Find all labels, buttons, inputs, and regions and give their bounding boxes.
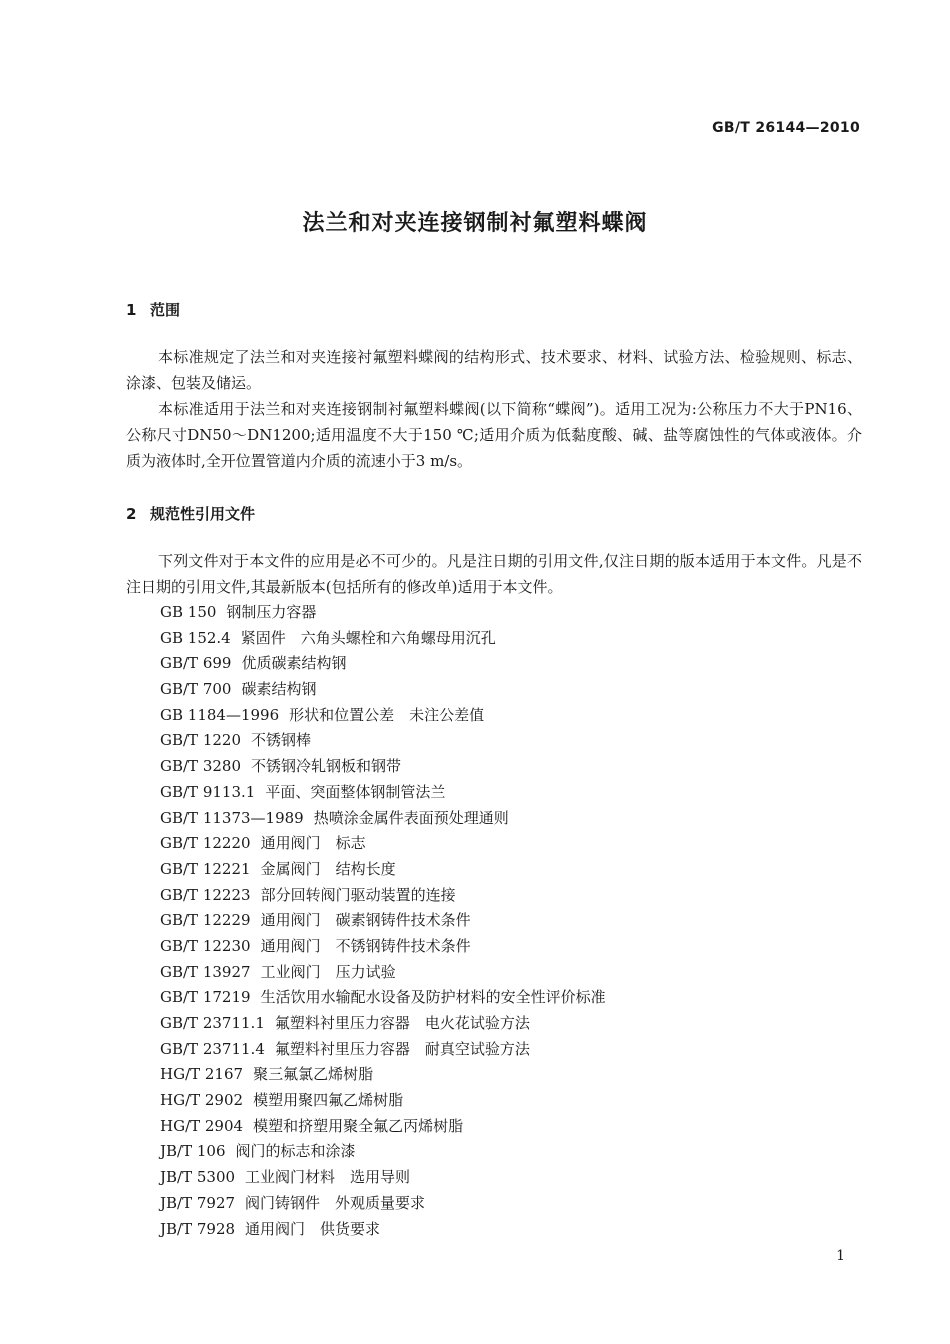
reference-title: 工业阀门材料 选用导则 bbox=[245, 1168, 411, 1187]
reference-item bbox=[160, 1011, 860, 1037]
section-1-heading bbox=[126, 299, 180, 320]
reference-title: 形状和位置公差 未注公差值 bbox=[289, 705, 485, 724]
reference-title: 紧固件 六角头螺栓和六角螺母用沉孔 bbox=[240, 628, 496, 647]
reference-item bbox=[160, 1114, 860, 1140]
reference-title: 氟塑料衬里压力容器 电火花试验方法 bbox=[274, 1014, 530, 1032]
document-title: 法兰和对夹连接钢制衬氟塑料蝶阀 bbox=[302, 211, 648, 236]
reference-item bbox=[160, 857, 860, 883]
reference-title: 不锈钢冷轧钢板和钢带 bbox=[251, 757, 402, 776]
reference-item bbox=[160, 960, 860, 986]
reference-item bbox=[160, 985, 860, 1011]
reference-code: GB/T 13927 bbox=[160, 962, 251, 981]
reference-code: GB/T 23711.4 bbox=[160, 1039, 265, 1058]
reference-item bbox=[160, 1037, 860, 1063]
reference-code: GB/T 12223 bbox=[160, 885, 251, 904]
reference-code: GB/T 12230 bbox=[160, 936, 251, 955]
section-number: 2 bbox=[126, 505, 137, 523]
reference-title: 通用阀门 不锈钢铸件技术条件 bbox=[260, 936, 471, 955]
reference-title: 不锈钢棒 bbox=[251, 731, 312, 750]
reference-item bbox=[160, 1139, 860, 1165]
reference-code: GB 150 bbox=[160, 603, 217, 621]
reference-title: 氟塑料衬里压力容器 耐真空试验方法 bbox=[274, 1039, 530, 1058]
reference-code: GB/T 12229 bbox=[160, 911, 251, 930]
reference-item bbox=[160, 677, 860, 703]
section-title: 规范性引用文件 bbox=[150, 505, 256, 523]
reference-code: HG/T 2904 bbox=[160, 1116, 244, 1135]
reference-item bbox=[160, 1165, 860, 1191]
reference-title: 碳素结构钢 bbox=[241, 680, 317, 699]
reference-item bbox=[160, 831, 860, 857]
reference-code: GB/T 699 bbox=[160, 654, 232, 673]
reference-title: 阀门铸钢件 外观质量要求 bbox=[245, 1193, 426, 1212]
reference-item bbox=[160, 600, 860, 626]
reference-item bbox=[160, 1217, 860, 1243]
reference-item bbox=[160, 1088, 860, 1114]
reference-title: 工业阀门 压力试验 bbox=[260, 962, 396, 981]
reference-item bbox=[160, 1191, 860, 1217]
reference-code: GB/T 9113.1 bbox=[160, 782, 256, 801]
standard-code: GB/T 26144—2010 bbox=[712, 120, 860, 136]
reference-code: GB/T 12221 bbox=[160, 859, 251, 878]
reference-code: GB/T 700 bbox=[160, 680, 232, 699]
reference-code: GB/T 12220 bbox=[160, 834, 251, 853]
reference-item bbox=[160, 651, 860, 677]
reference-item bbox=[160, 883, 860, 909]
reference-item bbox=[160, 626, 860, 652]
reference-title: 模塑和挤塑用聚全氟乙丙烯树脂 bbox=[253, 1116, 464, 1135]
page-number: 1 bbox=[836, 1248, 845, 1264]
reference-title: 通用阀门 标志 bbox=[260, 834, 366, 853]
reference-title: 聚三氟氯乙烯树脂 bbox=[253, 1065, 374, 1084]
reference-title: 热喷涂金属件表面预处理通则 bbox=[313, 808, 509, 827]
section-1-paragraph-1: 本标准规定了法兰和对夹连接衬氟塑料蝶阀的结构形式、技术要求、材料、试验方法、检验规则、标志、涂漆、包装及储运。 bbox=[126, 348, 862, 392]
reference-code: GB/T 17219 bbox=[160, 988, 251, 1007]
reference-code: GB/T 11373—1989 bbox=[160, 808, 304, 827]
section-2-heading bbox=[126, 503, 255, 524]
reference-code: JB/T 7927 bbox=[160, 1193, 236, 1212]
reference-code: JB/T 106 bbox=[160, 1142, 226, 1161]
reference-code: HG/T 2902 bbox=[160, 1091, 244, 1110]
reference-item bbox=[160, 703, 860, 729]
section-title: 范围 bbox=[150, 301, 181, 319]
reference-item bbox=[160, 728, 860, 754]
reference-title: 模塑用聚四氟乙烯树脂 bbox=[253, 1091, 404, 1110]
reference-title: 生活饮用水输配水设备及防护材料的安全性评价标准 bbox=[260, 988, 606, 1007]
reference-item bbox=[160, 780, 860, 806]
reference-item bbox=[160, 908, 860, 934]
reference-code: GB 1184—1996 bbox=[160, 705, 280, 724]
reference-title: 通用阀门 供货要求 bbox=[245, 1219, 381, 1238]
reference-title: 金属阀门 结构长度 bbox=[260, 859, 396, 878]
reference-item bbox=[160, 806, 860, 832]
reference-item bbox=[160, 1062, 860, 1088]
section-number: 1 bbox=[126, 301, 137, 319]
reference-title: 钢制压力容器 bbox=[226, 603, 317, 621]
reference-item bbox=[160, 754, 860, 780]
reference-code: JB/T 5300 bbox=[160, 1168, 236, 1187]
reference-title: 平面、突面整体钢制管法兰 bbox=[265, 782, 446, 801]
section-1-paragraph-2: 本标准适用于法兰和对夹连接钢制衬氟塑料蝶阀(以下简称“蝶阀”)。适用工况为:公称压力不大于PN16、公称尺寸DN50～DN1200;适用温度不大于150 ℃;适用介质为低黏度酸、碱、盐等腐蚀性的气体或液体。介质为液体时,全开位置管道内介质的流速小于3 m/s。 bbox=[126, 400, 862, 470]
reference-list bbox=[160, 600, 860, 1242]
reference-item bbox=[160, 934, 860, 960]
reference-code: GB 152.4 bbox=[160, 628, 231, 647]
reference-code: HG/T 2167 bbox=[160, 1065, 244, 1084]
reference-title: 阀门的标志和涂漆 bbox=[235, 1142, 356, 1161]
reference-code: GB/T 23711.1 bbox=[160, 1014, 265, 1032]
section-2-paragraph-1: 下列文件对于本文件的应用是必不可少的。凡是注日期的引用文件,仅注日期的版本适用于本文件。凡是不注日期的引用文件,其最新版本(包括所有的修改单)适用于本文件。 bbox=[126, 552, 862, 596]
reference-code: GB/T 1220 bbox=[160, 731, 242, 750]
reference-code: GB/T 3280 bbox=[160, 757, 242, 776]
reference-code: JB/T 7928 bbox=[160, 1219, 236, 1238]
reference-title: 优质碳素结构钢 bbox=[241, 654, 347, 673]
reference-title: 部分回转阀门驱动装置的连接 bbox=[260, 885, 456, 904]
reference-title: 通用阀门 碳素钢铸件技术条件 bbox=[260, 911, 471, 930]
